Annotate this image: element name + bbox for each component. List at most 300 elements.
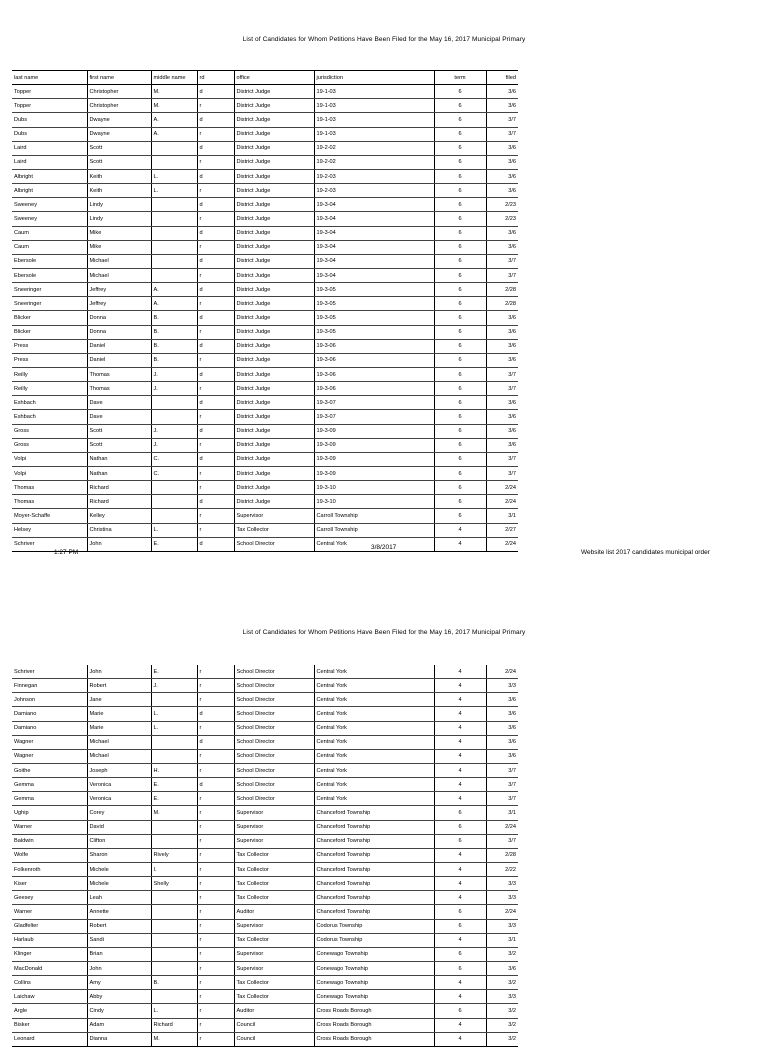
cell-filed: 3/6 <box>486 721 518 735</box>
cell-office: District Judge <box>234 382 314 396</box>
cell-middle-name: A. <box>151 127 197 141</box>
cell-filed: 3/7 <box>486 127 518 141</box>
cell-first-name: Richard <box>87 481 151 495</box>
cell-office: District Judge <box>234 353 314 367</box>
cell-term: 6 <box>434 424 486 438</box>
cell-party: r <box>197 99 234 113</box>
table-row <box>12 1018 518 1032</box>
cell-jurisdiction: Central York <box>314 792 434 806</box>
cell-party: r <box>197 523 234 537</box>
cell-party: r <box>197 382 234 396</box>
cell-jurisdiction: Central York <box>314 721 434 735</box>
cell-middle-name: J. <box>151 382 197 396</box>
cell-party: d <box>197 226 234 240</box>
cell-party: r <box>197 905 234 919</box>
cell-jurisdiction: 19-3-04 <box>314 254 434 268</box>
cell-term: 6 <box>434 410 486 424</box>
cell-term: 6 <box>434 339 486 353</box>
cell-first-name: Michael <box>87 749 151 763</box>
cell-party: r <box>197 212 234 226</box>
cell-jurisdiction: 19-3-04 <box>314 268 434 282</box>
table-row <box>12 862 518 876</box>
cell-office: District Judge <box>234 127 314 141</box>
table-row <box>12 820 518 834</box>
table-row <box>12 268 518 282</box>
table-row <box>12 155 518 169</box>
cell-middle-name: B. <box>151 353 197 367</box>
cell-first-name: Scott <box>87 424 151 438</box>
cell-office: District Judge <box>234 396 314 410</box>
table-row <box>12 834 518 848</box>
cell-party: r <box>197 933 234 947</box>
table-row <box>12 184 518 198</box>
cell-term: 6 <box>434 141 486 155</box>
cell-jurisdiction: Cross Roads Borough <box>314 1032 434 1046</box>
cell-party: r <box>197 466 234 480</box>
cell-office: School Director <box>234 792 314 806</box>
cell-middle-name: I. <box>151 862 197 876</box>
cell-office: School Director <box>234 763 314 777</box>
cell-first-name: Cindy <box>87 1004 151 1018</box>
cell-filed: 3/7 <box>486 367 518 381</box>
cell-party: r <box>197 990 234 1004</box>
cell-term: 6 <box>434 113 486 127</box>
cell-last-name: Ebersole <box>12 254 87 268</box>
cell-party: r <box>197 297 234 311</box>
cell-middle-name <box>151 141 197 155</box>
cell-filed: 3/7 <box>486 452 518 466</box>
cell-filed: 3/3 <box>486 990 518 1004</box>
cell-office: Supervisor <box>234 834 314 848</box>
table-row <box>12 806 518 820</box>
cell-filed: 3/6 <box>486 961 518 975</box>
cell-party: r <box>197 1004 234 1018</box>
cell-last-name: Damiano <box>12 721 87 735</box>
cell-filed: 3/7 <box>486 778 518 792</box>
cell-jurisdiction: 19-3-09 <box>314 466 434 480</box>
cell-term: 4 <box>434 763 486 777</box>
cell-term: 6 <box>434 820 486 834</box>
cell-first-name: Michele <box>87 862 151 876</box>
cell-office: Tax Collector <box>234 848 314 862</box>
cell-filed: 3/2 <box>486 976 518 990</box>
cell-filed: 3/3 <box>486 679 518 693</box>
cell-middle-name: B. <box>151 339 197 353</box>
cell-party: r <box>197 877 234 891</box>
table-row <box>12 961 518 975</box>
col-header-party: rd <box>197 71 234 85</box>
cell-first-name: Robert <box>87 679 151 693</box>
table-row <box>12 679 518 693</box>
cell-party: r <box>197 679 234 693</box>
cell-first-name: Leah <box>87 891 151 905</box>
cell-party: r <box>197 665 234 679</box>
cell-office: Supervisor <box>234 947 314 961</box>
cell-last-name: Collins <box>12 976 87 990</box>
cell-jurisdiction: Chanceford Township <box>314 891 434 905</box>
cell-first-name: Daniel <box>87 353 151 367</box>
cell-term: 6 <box>434 325 486 339</box>
cell-party: d <box>197 424 234 438</box>
cell-jurisdiction: 19-3-06 <box>314 382 434 396</box>
cell-first-name: Scott <box>87 155 151 169</box>
cell-party: r <box>197 509 234 523</box>
cell-party: d <box>197 85 234 99</box>
cell-middle-name <box>151 749 197 763</box>
cell-term: 4 <box>434 749 486 763</box>
cell-middle-name <box>151 198 197 212</box>
cell-last-name: Topper <box>12 99 87 113</box>
cell-first-name: Veronica <box>87 778 151 792</box>
header-row <box>12 71 518 85</box>
table-row <box>12 905 518 919</box>
cell-first-name: Nathan <box>87 452 151 466</box>
cell-jurisdiction: 19-2-03 <box>314 169 434 183</box>
cell-jurisdiction: Conewago Township <box>314 947 434 961</box>
cell-last-name: Albright <box>12 184 87 198</box>
cell-last-name: Caum <box>12 240 87 254</box>
cell-filed: 2/27 <box>486 523 518 537</box>
cell-middle-name <box>151 268 197 282</box>
cell-party: r <box>197 806 234 820</box>
cell-last-name: Reilly <box>12 367 87 381</box>
cell-last-name: Argle <box>12 1004 87 1018</box>
cell-jurisdiction: 19-3-06 <box>314 353 434 367</box>
cell-term: 6 <box>434 495 486 509</box>
cell-office: District Judge <box>234 325 314 339</box>
table-row <box>12 311 518 325</box>
cell-last-name: Reilly <box>12 382 87 396</box>
cell-first-name: Dave <box>87 410 151 424</box>
cell-first-name: John <box>87 537 151 551</box>
table-row <box>12 778 518 792</box>
cell-last-name: Gemma <box>12 792 87 806</box>
cell-office: District Judge <box>234 452 314 466</box>
cell-filed: 2/24 <box>486 905 518 919</box>
cell-last-name: Press <box>12 339 87 353</box>
cell-middle-name: C. <box>151 452 197 466</box>
cell-first-name: Veronica <box>87 792 151 806</box>
cell-last-name: Laird <box>12 155 87 169</box>
cell-first-name: Christina <box>87 523 151 537</box>
cell-middle-name: A. <box>151 283 197 297</box>
cell-jurisdiction: 19-3-07 <box>314 396 434 410</box>
cell-middle-name: J. <box>151 367 197 381</box>
cell-term: 4 <box>434 707 486 721</box>
cell-jurisdiction: Conewago Township <box>314 976 434 990</box>
cell-last-name: Dubs <box>12 113 87 127</box>
cell-last-name: Volpi <box>12 452 87 466</box>
cell-middle-name <box>151 254 197 268</box>
cell-office: Tax Collector <box>234 877 314 891</box>
cell-jurisdiction: Central York <box>314 735 434 749</box>
cell-last-name: Warner <box>12 905 87 919</box>
cell-last-name: Kiser <box>12 877 87 891</box>
cell-middle-name <box>151 495 197 509</box>
cell-term: 6 <box>434 367 486 381</box>
cell-first-name: Sharon <box>87 848 151 862</box>
cell-office: Tax Collector <box>234 523 314 537</box>
cell-last-name: Gross <box>12 438 87 452</box>
cell-party: r <box>197 410 234 424</box>
cell-term: 6 <box>434 297 486 311</box>
cell-middle-name <box>151 919 197 933</box>
page-title: List of Candidates for Whom Petitions Have Been Filed for the May 16, 2017 Municipal Primary <box>242 629 526 636</box>
cell-first-name: Robert <box>87 919 151 933</box>
cell-last-name: Blicker <box>12 311 87 325</box>
cell-term: 6 <box>434 254 486 268</box>
cell-first-name: Marie <box>87 707 151 721</box>
table-row <box>12 947 518 961</box>
cell-filed: 3/6 <box>486 141 518 155</box>
cell-filed: 3/2 <box>486 947 518 961</box>
cell-first-name: Marie <box>87 721 151 735</box>
cell-jurisdiction: 19-1-03 <box>314 113 434 127</box>
cell-jurisdiction: 19-3-04 <box>314 212 434 226</box>
cell-office: Auditor <box>234 905 314 919</box>
cell-first-name: Lindy <box>87 198 151 212</box>
cell-filed: 3/1 <box>486 933 518 947</box>
cell-term: 6 <box>434 127 486 141</box>
cell-term: 6 <box>434 212 486 226</box>
cell-jurisdiction: Central York <box>314 749 434 763</box>
cell-term: 6 <box>434 184 486 198</box>
cell-term: 6 <box>434 169 486 183</box>
cell-middle-name: A. <box>151 297 197 311</box>
cell-last-name: Sweeney <box>12 212 87 226</box>
cell-party: r <box>197 438 234 452</box>
cell-last-name: Sneeringer <box>12 297 87 311</box>
cell-office: Tax Collector <box>234 990 314 1004</box>
cell-last-name: Harlaub <box>12 933 87 947</box>
cell-first-name: Donna <box>87 325 151 339</box>
cell-middle-name <box>151 212 197 226</box>
cell-term: 6 <box>434 268 486 282</box>
cell-filed: 3/6 <box>486 311 518 325</box>
cell-term: 4 <box>434 792 486 806</box>
cell-office: District Judge <box>234 212 314 226</box>
cell-last-name: Albright <box>12 169 87 183</box>
table-row <box>12 424 518 438</box>
cell-filed: 3/7 <box>486 763 518 777</box>
cell-jurisdiction: 19-3-07 <box>314 410 434 424</box>
cell-office: Tax Collector <box>234 862 314 876</box>
cell-filed: 3/6 <box>486 749 518 763</box>
cell-filed: 2/23 <box>486 198 518 212</box>
cell-party: d <box>197 707 234 721</box>
cell-office: Supervisor <box>234 961 314 975</box>
cell-last-name: Wolfe <box>12 848 87 862</box>
cell-office: District Judge <box>234 254 314 268</box>
cell-term: 4 <box>434 721 486 735</box>
cell-filed: 2/22 <box>486 862 518 876</box>
cell-middle-name: Rively <box>151 848 197 862</box>
cell-party: d <box>197 367 234 381</box>
cell-office: School Director <box>234 693 314 707</box>
cell-filed: 3/6 <box>486 707 518 721</box>
footer-time: 1:27 PM <box>54 549 79 556</box>
cell-middle-name <box>151 834 197 848</box>
table-row <box>12 877 518 891</box>
table-row <box>12 113 518 127</box>
cell-party: d <box>197 537 234 551</box>
cell-office: Supervisor <box>234 919 314 933</box>
cell-last-name: Moyer-Schaffe <box>12 509 87 523</box>
cell-first-name: Brian <box>87 947 151 961</box>
cell-party: r <box>197 848 234 862</box>
cell-middle-name: B. <box>151 311 197 325</box>
table-row <box>12 693 518 707</box>
cell-term: 6 <box>434 806 486 820</box>
cell-filed: 3/6 <box>486 325 518 339</box>
cell-first-name: Donna <box>87 311 151 325</box>
cell-jurisdiction: 19-2-02 <box>314 141 434 155</box>
cell-term: 4 <box>434 537 486 551</box>
table-row <box>12 509 518 523</box>
cell-jurisdiction: Chanceford Township <box>314 820 434 834</box>
cell-jurisdiction: 19-2-02 <box>314 155 434 169</box>
table-row <box>12 396 518 410</box>
cell-term: 4 <box>434 523 486 537</box>
cell-last-name: Dubs <box>12 127 87 141</box>
cell-last-name: Schriver <box>12 665 87 679</box>
cell-office: District Judge <box>234 169 314 183</box>
cell-party: r <box>197 862 234 876</box>
cell-jurisdiction: Central York <box>314 763 434 777</box>
cell-term: 4 <box>434 693 486 707</box>
cell-party: r <box>197 792 234 806</box>
cell-first-name: Dwayne <box>87 127 151 141</box>
cell-jurisdiction: 19-1-03 <box>314 99 434 113</box>
cell-jurisdiction: 19-3-09 <box>314 424 434 438</box>
cell-jurisdiction: Conewago Township <box>314 961 434 975</box>
cell-middle-name: E. <box>151 778 197 792</box>
table-row <box>12 339 518 353</box>
cell-first-name: Jeffrey <box>87 297 151 311</box>
cell-middle-name: C. <box>151 466 197 480</box>
cell-office: District Judge <box>234 495 314 509</box>
cell-jurisdiction: 19-1-03 <box>314 127 434 141</box>
cell-term: 6 <box>434 99 486 113</box>
col-header-middle-name: middle name <box>151 71 197 85</box>
cell-filed: 3/3 <box>486 891 518 905</box>
cell-party: r <box>197 268 234 282</box>
cell-office: District Judge <box>234 99 314 113</box>
cell-office: Supervisor <box>234 509 314 523</box>
cell-jurisdiction: 19-3-05 <box>314 297 434 311</box>
cell-party: d <box>197 495 234 509</box>
cell-party: r <box>197 240 234 254</box>
cell-term: 6 <box>434 198 486 212</box>
cell-jurisdiction: Chanceford Township <box>314 834 434 848</box>
table-row <box>12 226 518 240</box>
cell-first-name: Thomas <box>87 367 151 381</box>
cell-middle-name: B. <box>151 976 197 990</box>
cell-term: 4 <box>434 877 486 891</box>
cell-term: 6 <box>434 466 486 480</box>
cell-last-name: Volpi <box>12 466 87 480</box>
cell-jurisdiction: 19-3-05 <box>314 311 434 325</box>
table-row <box>12 367 518 381</box>
col-header-last-name: last name <box>12 71 87 85</box>
table-row <box>12 481 518 495</box>
cell-filed: 3/7 <box>486 466 518 480</box>
cell-term: 6 <box>434 452 486 466</box>
cell-first-name: Michael <box>87 735 151 749</box>
cell-jurisdiction: 19-3-04 <box>314 226 434 240</box>
cell-first-name: Scott <box>87 438 151 452</box>
cell-jurisdiction: Carroll Township <box>314 523 434 537</box>
table-row <box>12 353 518 367</box>
cell-term: 4 <box>434 848 486 862</box>
table-row <box>12 240 518 254</box>
cell-party: r <box>197 1032 234 1046</box>
cell-last-name: MacDonald <box>12 961 87 975</box>
cell-party: d <box>197 778 234 792</box>
cell-last-name: Warner <box>12 820 87 834</box>
cell-middle-name <box>151 481 197 495</box>
cell-middle-name: L. <box>151 169 197 183</box>
cell-first-name: Adam <box>87 1018 151 1032</box>
cell-term: 6 <box>434 905 486 919</box>
cell-last-name: Laird <box>12 141 87 155</box>
cell-last-name: Sneeringer <box>12 283 87 297</box>
cell-office: School Director <box>234 679 314 693</box>
cell-party: r <box>197 325 234 339</box>
table-row <box>12 735 518 749</box>
cell-party: r <box>197 721 234 735</box>
cell-filed: 3/6 <box>486 240 518 254</box>
cell-term: 6 <box>434 509 486 523</box>
cell-filed: 2/24 <box>486 665 518 679</box>
cell-middle-name: L. <box>151 1004 197 1018</box>
cell-jurisdiction: Cross Roads Borough <box>314 1018 434 1032</box>
cell-party: d <box>197 141 234 155</box>
cell-office: District Judge <box>234 424 314 438</box>
cell-term: 6 <box>434 311 486 325</box>
cell-middle-name: J. <box>151 679 197 693</box>
cell-office: School Director <box>234 749 314 763</box>
cell-first-name: Sandi <box>87 933 151 947</box>
table-row <box>12 933 518 947</box>
table-row <box>12 452 518 466</box>
cell-last-name: Wagner <box>12 749 87 763</box>
cell-middle-name <box>151 226 197 240</box>
cell-middle-name: L. <box>151 707 197 721</box>
cell-office: School Director <box>234 665 314 679</box>
cell-first-name: Michael <box>87 254 151 268</box>
cell-office: District Judge <box>234 297 314 311</box>
cell-party: r <box>197 891 234 905</box>
cell-term: 6 <box>434 1004 486 1018</box>
cell-party: r <box>197 749 234 763</box>
cell-first-name: John <box>87 961 151 975</box>
cell-last-name: Eshbach <box>12 396 87 410</box>
cell-first-name: Jane <box>87 693 151 707</box>
cell-party: d <box>197 254 234 268</box>
cell-filed: 3/6 <box>486 155 518 169</box>
cell-first-name: Jeffrey <box>87 283 151 297</box>
cell-term: 6 <box>434 240 486 254</box>
cell-filed: 3/6 <box>486 693 518 707</box>
table-row <box>12 537 518 551</box>
cell-office: Tax Collector <box>234 891 314 905</box>
cell-first-name: Michele <box>87 877 151 891</box>
table-row <box>12 749 518 763</box>
cell-party: r <box>197 976 234 990</box>
cell-party: r <box>197 919 234 933</box>
cell-filed: 3/3 <box>486 877 518 891</box>
